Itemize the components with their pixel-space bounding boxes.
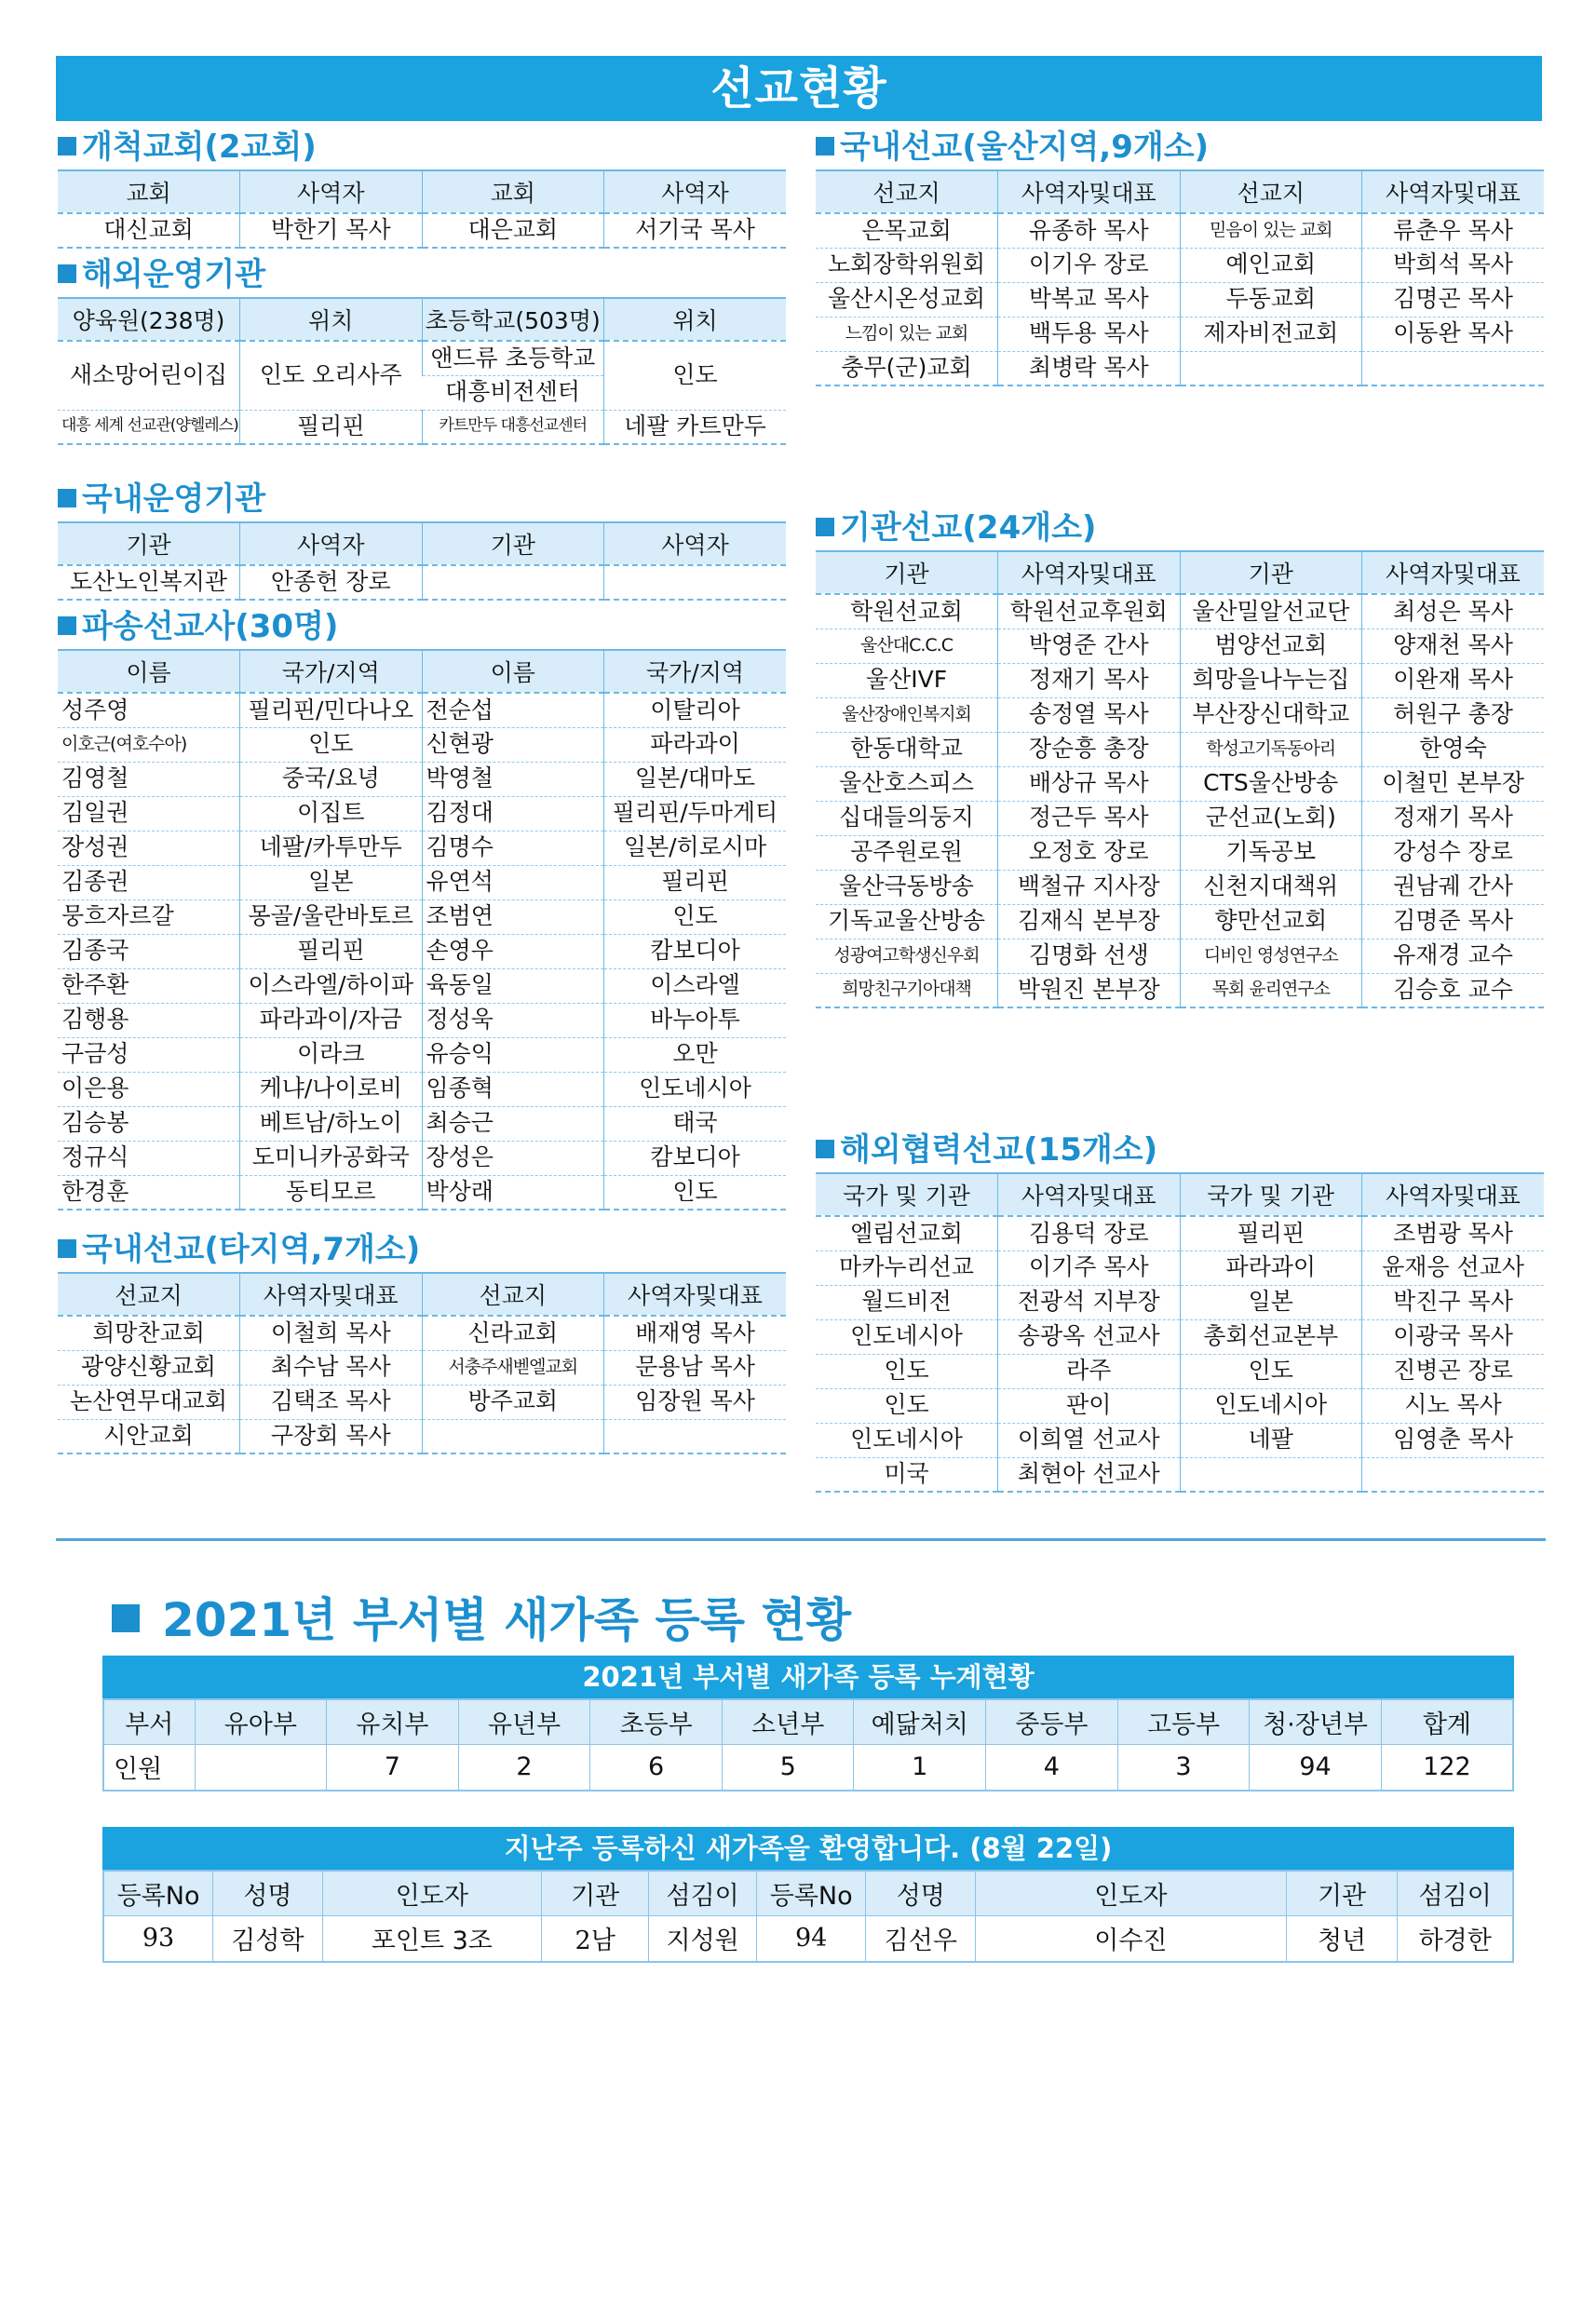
square-bullet-icon (816, 1140, 834, 1158)
square-bullet-icon (816, 518, 834, 536)
column-header: 유아부 (195, 1699, 327, 1744)
square-bullet-icon (58, 489, 76, 507)
column-header: 기관 (1286, 1871, 1398, 1915)
column-header: 기관 (541, 1871, 648, 1915)
registration-title: 2021년 부서별 새가족 등록 현황 (112, 1583, 851, 1650)
table-row: 정규식 도미니카공화국 장성은 캄보디아 (58, 1141, 786, 1175)
table-row: 대흥 세계 선교관(양헬레스) 필리핀 카트만두 대흥선교센터 네팔 카트만두 (58, 410, 786, 444)
table-row: 성주영 필리핀/민다나오 전순섭 이탈리아 (58, 693, 786, 727)
table-row: 기독교울산방송 김재식 본부장 향만선교회 김명준 목사 (816, 904, 1544, 939)
column-header: 사역자및대표 (998, 1173, 1181, 1216)
table-row: 대신교회 박한기 목사 대은교회 서기국 목사 (58, 213, 786, 248)
table-row: 학원선교회 학원선교후원회 울산밀알선교단 최성은 목사 (816, 594, 1544, 629)
square-bullet-icon (112, 1604, 140, 1632)
square-bullet-icon (58, 616, 76, 635)
registration-weekly-caption: 지난주 등록하신 새가족을 환영합니다. (8월 22일) (102, 1827, 1514, 1870)
column-header: 기관 (1180, 551, 1362, 594)
section-divider (56, 1538, 1546, 1541)
column-header: 중등부 (986, 1699, 1118, 1744)
table-row: 이은용 케냐/나이로비 임종혁 인도네시아 (58, 1072, 786, 1106)
table-row: 새소망어린이집 인도 오리사주 앤드류 초등학교 인도 (58, 341, 786, 375)
table-row: 은목교회 유종하 목사 믿음이 있는 교회 류춘우 목사 (816, 213, 1544, 248)
column-header: 등록No (756, 1871, 866, 1915)
column-header: 선교지 (58, 1273, 240, 1316)
column-header: 사역자및대표 (604, 1273, 787, 1316)
missionaries-table (58, 649, 786, 1210)
table-row: 충무(군)교회 최병락 목사 (816, 351, 1544, 385)
square-bullet-icon (58, 137, 76, 155)
domestic-mission-other-table (58, 1272, 786, 1454)
table-row: 한주환 이스라엘/하이파 육동일 이스라엘 (58, 968, 786, 1003)
table-row: 김종국 필리핀 손영우 캄보디아 (58, 934, 786, 968)
column-header: 이름 (58, 650, 240, 693)
table-row: 논산연무대교회 김택조 목사 방주교회 임장원 목사 (58, 1385, 786, 1419)
registration-weekly-table (102, 1870, 1514, 1963)
column-header: 청·장년부 (1250, 1699, 1382, 1744)
column-header: 예닮처치 (854, 1699, 986, 1744)
page-banner: 선교현황 (56, 56, 1542, 121)
table-row: 시안교회 구장회 목사 (58, 1419, 786, 1453)
registration-summary-box (102, 1656, 1514, 1791)
column-header: 사역자및대표 (998, 551, 1181, 594)
table-row: 대흥비전센터 (58, 375, 786, 410)
overseas-cooperation-table (816, 1172, 1544, 1493)
section-title-missionaries: 파송선교사(30명) (58, 601, 786, 649)
column-header: 국가 및 기관 (816, 1173, 998, 1216)
column-header: 사역자 (240, 170, 423, 213)
column-header: 인도자 (976, 1871, 1287, 1915)
table-row: 김영철 중국/요녕 박영철 일본/대마도 (58, 762, 786, 796)
column-header: 초등학교(503명) (422, 298, 604, 341)
column-header: 양육원(238명) (58, 298, 240, 341)
table-row: 한경훈 동티모르 박상래 인도 (58, 1175, 786, 1210)
column-header: 국가/지역 (604, 650, 787, 693)
column-header: 초등부 (590, 1699, 723, 1744)
table-row: 엘림선교회 김용덕 장로 필리핀 조범광 목사 (816, 1216, 1544, 1251)
table-row: 울산장애인복지회 송정열 목사 부산장신대학교 허원구 총장 (816, 697, 1544, 732)
column-header: 위치 (240, 298, 423, 341)
table-row: 도산노인복지관 안종헌 장로 (58, 565, 786, 600)
table-row: 인도 판이 인도네시아 시노 목사 (816, 1388, 1544, 1423)
table-row: 십대들의둥지 정근두 목사 군선교(노회) 정재기 목사 (816, 801, 1544, 835)
column-header: 선교지 (1180, 170, 1362, 213)
column-header: 사역자및대표 (998, 170, 1181, 213)
column-header: 섬김이 (1398, 1871, 1513, 1915)
table-row: 월드비전 전광석 지부장 일본 박진구 목사 (816, 1285, 1544, 1319)
table-row: 인도네시아 송광옥 선교사 총회선교본부 이광국 목사 (816, 1319, 1544, 1354)
column-header: 국가/지역 (240, 650, 423, 693)
column-header: 기관 (422, 522, 604, 565)
table-row: 한동대학교 장순흥 총장 학성고기독동아리 한영숙 (816, 732, 1544, 766)
column-header: 사역자및대표 (1362, 551, 1545, 594)
column-header: 유치부 (327, 1699, 459, 1744)
table-row: 뭉흐자르갈 몽골/울란바토르 조범연 인도 (58, 899, 786, 934)
registration-summary-caption: 2021년 부서별 새가족 등록 누계현황 (102, 1656, 1514, 1698)
section-title-pioneer-churches: 개척교회(2교회) (58, 121, 786, 169)
table-row: 울산호스피스 배상규 목사 CTS울산방송 이철민 본부장 (816, 766, 1544, 801)
column-header: 교회 (58, 170, 240, 213)
table-row: 미국 최현아 선교사 (816, 1457, 1544, 1492)
column-header: 등록No (103, 1871, 213, 1915)
column-header: 고등부 (1117, 1699, 1250, 1744)
column-header: 사역자및대표 (240, 1273, 423, 1316)
table-row: 김종권 일본 유연석 필리핀 (58, 865, 786, 899)
table-row: 장성권 네팔/카투만두 김명수 일본/히로시마 (58, 831, 786, 865)
left-column (58, 121, 786, 1454)
table-row: 구금성 이라크 유승익 오만 (58, 1037, 786, 1072)
table-row: 김행용 파라과이/자금 정성욱 바누아투 (58, 1003, 786, 1037)
table-row: 마카누리선교 이기주 목사 파라과이 윤재응 선교사 (816, 1251, 1544, 1285)
table-row: 93 김성학 포인트 3조 2남 지성원 94 김선우 이수진 청년 하경한 (103, 1915, 1513, 1962)
right-column (816, 121, 1544, 1493)
column-header: 교회 (422, 170, 604, 213)
table-row: 노회장학위원회 이기우 장로 예인교회 박희석 목사 (816, 248, 1544, 282)
square-bullet-icon (816, 137, 834, 155)
section-title-overseas-cooperation: 해외협력선교(15개소) (816, 1124, 1544, 1172)
column-header: 합계 (1381, 1699, 1513, 1744)
section-title-institution-mission: 기관선교(24개소) (816, 502, 1544, 550)
institution-mission-table (816, 550, 1544, 1008)
table-row: 김승봉 베트남/하노이 최승근 태국 (58, 1106, 786, 1141)
square-bullet-icon (58, 264, 76, 283)
column-header: 사역자 (240, 522, 423, 565)
column-header: 사역자및대표 (1362, 170, 1545, 213)
column-header: 위치 (604, 298, 787, 341)
section-title-domestic-mission-ulsan: 국내선교(울산지역,9개소) (816, 121, 1544, 169)
column-header: 사역자및대표 (1362, 1173, 1545, 1216)
table-row: 광양신황교회 최수남 목사 서충주새벧엘교회 문용남 목사 (58, 1350, 786, 1385)
table-row: 울산IVF 정재기 목사 희망을나누는집 이완재 목사 (816, 663, 1544, 697)
column-header: 사역자 (604, 522, 787, 565)
table-row: 공주원로원 오정호 장로 기독공보 강성수 장로 (816, 835, 1544, 870)
column-header: 국가 및 기관 (1180, 1173, 1362, 1216)
column-header: 소년부 (722, 1699, 854, 1744)
overseas-institutions-table (58, 297, 786, 445)
table-row: 인원 7 2 6 5 1 4 3 94 122 (103, 1744, 1513, 1791)
column-header: 성명 (213, 1871, 323, 1915)
table-row: 희망찬교회 이철희 목사 신라교회 배재영 목사 (58, 1316, 786, 1350)
table-row: 울산시온성교회 박복교 목사 두동교회 김명곤 목사 (816, 282, 1544, 317)
column-header: 기관 (58, 522, 240, 565)
section-title-domestic-mission-other: 국내선교(타지역,7개소) (58, 1224, 786, 1272)
domestic-mission-ulsan-table (816, 169, 1544, 386)
table-row: 느낌이 있는 교회 백두용 목사 제자비전교회 이동완 목사 (816, 317, 1544, 351)
column-header: 기관 (816, 551, 998, 594)
registration-weekly-box (102, 1827, 1514, 1963)
column-header: 부서 (103, 1699, 195, 1744)
column-header: 유년부 (458, 1699, 590, 1744)
column-header: 섬김이 (649, 1871, 756, 1915)
square-bullet-icon (58, 1239, 76, 1258)
table-row: 성광여고학생신우회 김명화 선생 디비인 영성연구소 유재경 교수 (816, 939, 1544, 973)
column-header: 선교지 (816, 170, 998, 213)
column-header: 인도자 (322, 1871, 541, 1915)
column-header: 선교지 (422, 1273, 604, 1316)
table-row: 희망친구기아대책 박원진 본부장 목회 윤리연구소 김승호 교수 (816, 973, 1544, 1007)
table-row: 이호근(여호수아) 인도 신현광 파라과이 (58, 727, 786, 762)
table-row: 울산극동방송 백철규 지사장 신천지대책위 권남궤 간사 (816, 870, 1544, 904)
section-title-domestic-institutions: 국내운영기관 (58, 473, 786, 521)
table-row: 인도네시아 이희열 선교사 네팔 임영춘 목사 (816, 1423, 1544, 1457)
table-row: 인도 라주 인도 진병곤 장로 (816, 1354, 1544, 1388)
section-title-overseas-institutions: 해외운영기관 (58, 249, 786, 297)
column-header: 성명 (866, 1871, 976, 1915)
registration-summary-table (102, 1698, 1514, 1791)
pioneer-churches-table (58, 169, 786, 249)
table-row: 울산대C.C.C 박영준 간사 범양선교회 양재천 목사 (816, 629, 1544, 663)
domestic-institutions-table (58, 521, 786, 601)
column-header: 이름 (422, 650, 604, 693)
table-row: 김일권 이집트 김정대 필리핀/두마게티 (58, 796, 786, 831)
column-header: 사역자 (604, 170, 787, 213)
